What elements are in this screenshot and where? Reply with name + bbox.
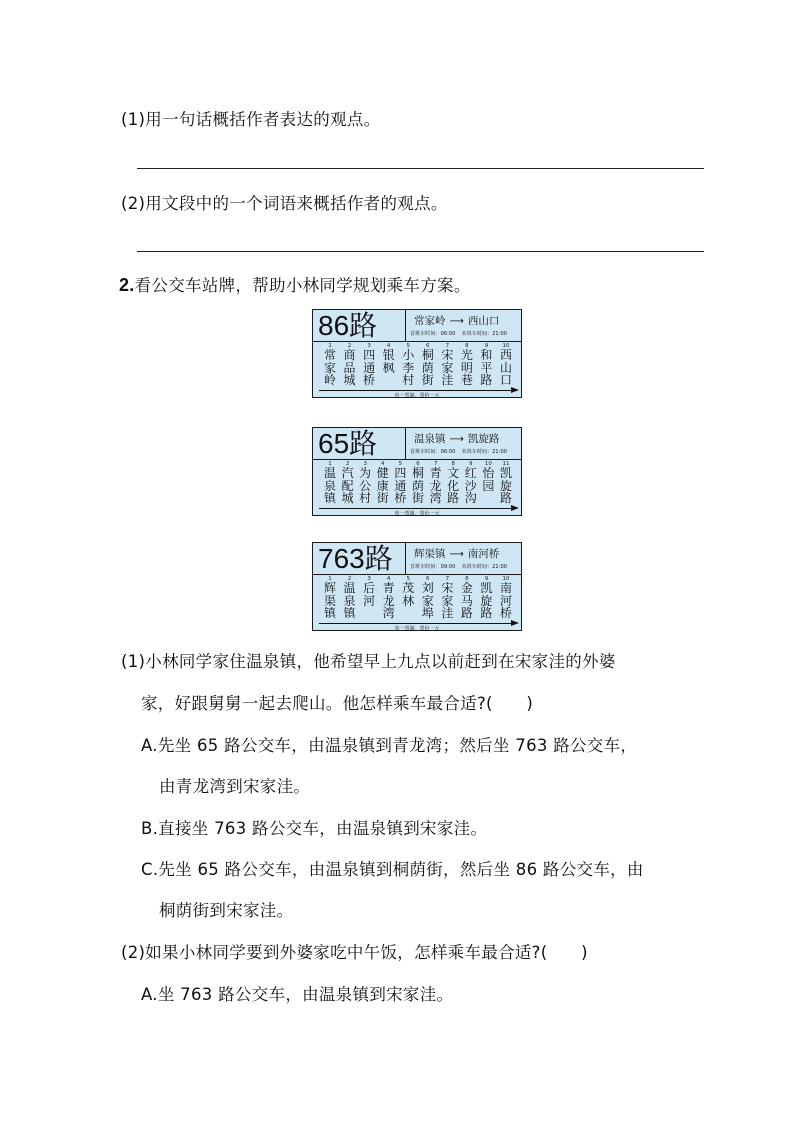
- route-number: 65路: [318, 428, 378, 459]
- stop-number: 9: [469, 461, 473, 467]
- stop-number: 11: [502, 461, 510, 467]
- stop-number: 5: [406, 576, 410, 582]
- stop-number: 6: [426, 343, 430, 349]
- stop-number: 9: [484, 576, 489, 582]
- direction-arrow-line: [319, 508, 513, 509]
- bus-stop: [382, 576, 396, 620]
- q2-sub1-option-c-line1[interactable]: C.先坐 65 路公交车，由温泉镇到桐荫街，然后坐 86 路公交车，由: [141, 860, 644, 879]
- stop-number: 5: [406, 343, 410, 349]
- route-direction: [414, 546, 499, 561]
- stop-name: 桐 荫 街: [421, 348, 434, 387]
- q2-sub1-option-a-line2: 由青龙湾到宋家洼。: [159, 777, 311, 796]
- bus-stop: [323, 461, 337, 505]
- bus-board-763: [312, 542, 522, 631]
- service-times: [410, 330, 507, 337]
- stop-name: 汽 配 城: [341, 466, 354, 505]
- bus-stop: [358, 461, 372, 505]
- stop-number: 6: [416, 461, 420, 467]
- bus-stop: [429, 461, 443, 505]
- stop-name: 辉 渠 镇: [323, 581, 336, 620]
- stop-name: 温 泉 镇: [323, 466, 336, 505]
- stop-list: [323, 576, 515, 622]
- bus-stop: [401, 343, 415, 387]
- stop-number: 3: [367, 576, 371, 582]
- bus-stop: [343, 576, 357, 620]
- stop-name: 怡 园: [482, 466, 495, 493]
- bus-stop: [362, 343, 376, 387]
- q1-sub1-text: (1)用一句话概括作者表达的观点。: [121, 110, 381, 129]
- stop-number: 4: [386, 343, 391, 349]
- direction-arrow-line: [319, 390, 513, 391]
- route-direction: [414, 431, 499, 446]
- stop-number: 2: [347, 576, 352, 582]
- bus-stop: [323, 343, 337, 387]
- stop-number: 2: [347, 343, 352, 349]
- stop-name: 后 河: [363, 581, 376, 608]
- bus-stop: [341, 461, 355, 505]
- bus-stop: [401, 576, 415, 607]
- stop-number: 9: [484, 343, 489, 349]
- q2-sub1-option-a-line1[interactable]: A.先坐 65 路公交车，由温泉镇到青龙湾；然后坐 763 路公交车，: [141, 736, 638, 755]
- stop-number: 6: [426, 576, 430, 582]
- route-origin: 辉渠镇: [414, 548, 446, 560]
- stop-number: 4: [381, 461, 385, 467]
- stop-name: 南 河 桥: [499, 581, 512, 620]
- stop-name: 凯 旋 路: [480, 581, 493, 620]
- board-divider: [313, 574, 521, 575]
- board-divider: [405, 428, 406, 459]
- bus-stop: [499, 576, 513, 620]
- stop-list: [323, 343, 515, 389]
- stop-number: 3: [363, 461, 367, 467]
- last-bus-time: 末班车时间：21:00: [461, 331, 508, 337]
- stop-number: 7: [445, 576, 450, 582]
- first-bus-time: 首班车时间：09:00: [410, 564, 456, 570]
- bus-stop: [464, 461, 478, 505]
- bus-board-86: [312, 309, 522, 398]
- stop-number: 7: [445, 343, 450, 349]
- stop-name: 文 化 路: [447, 466, 460, 505]
- bus-stop: [343, 343, 357, 387]
- route-origin: 常家岭: [414, 315, 446, 327]
- bus-stop: [499, 343, 513, 387]
- q1-sub2-answer-line[interactable]: [137, 251, 704, 252]
- board-divider: [313, 459, 521, 460]
- stop-name: 四 通 桥: [394, 466, 407, 505]
- stop-number: 8: [465, 576, 469, 582]
- stop-name: 小 李 村: [402, 348, 415, 387]
- stop-name: 茂 林: [402, 581, 415, 608]
- direction-arrow-line: [319, 623, 513, 624]
- last-bus-time: 末班车时间：21:00: [461, 564, 508, 570]
- bus-stop: [440, 576, 454, 620]
- stop-number: 1: [328, 461, 332, 467]
- stop-name: 为 公 村: [359, 466, 372, 505]
- stop-name: 西 山 口: [499, 348, 512, 387]
- bus-stop: [479, 576, 493, 620]
- bus-stop: [440, 343, 454, 387]
- q2-sub1-line2: 家，好跟舅舅一起去爬山。他怎样乘车最合适?( ): [141, 694, 534, 713]
- stop-name: 常 家 岭: [323, 348, 336, 387]
- stop-name: 红 沙 沟: [464, 466, 477, 505]
- bus-stop: [460, 343, 474, 387]
- stop-number: 1: [328, 576, 332, 582]
- bus-stop: [479, 343, 493, 387]
- stop-name: 金 马 路: [460, 581, 473, 620]
- stop-list: [323, 461, 515, 507]
- stop-number: 10: [484, 461, 492, 467]
- fare-note: 单一票制，票价一元: [394, 511, 440, 517]
- first-bus-time: 首班车时间：06:00: [410, 449, 456, 455]
- bus-stop: [481, 461, 495, 492]
- route-direction: [414, 313, 499, 328]
- board-divider: [313, 341, 521, 342]
- bus-stop: [460, 576, 474, 620]
- stop-name: 和 平 路: [480, 348, 493, 387]
- bus-stop: [382, 343, 396, 374]
- q2-sub1-option-b[interactable]: B.直接坐 763 路公交车，由温泉镇到宋家洼。: [141, 819, 488, 838]
- stop-name: 青 龙 湾: [382, 581, 395, 620]
- bus-stop: [446, 461, 460, 505]
- arrow-right-icon: ⟶: [449, 549, 464, 560]
- arrow-right-icon: ⟶: [449, 434, 464, 445]
- route-number: 763路: [318, 543, 393, 574]
- stop-number: 2: [345, 461, 350, 467]
- q2-number: 2.: [119, 275, 135, 295]
- arrow-right-icon: ⟶: [449, 316, 464, 327]
- route-origin: 温泉镇: [414, 433, 446, 445]
- stop-number: 3: [367, 343, 371, 349]
- board-divider: [405, 543, 406, 574]
- bus-board-65: [312, 427, 522, 516]
- stop-number: 10: [502, 343, 510, 349]
- bus-stop: [421, 343, 435, 387]
- stop-name: 桐 荫 街: [411, 466, 424, 505]
- route-destination: 南河桥: [467, 548, 500, 560]
- bus-stop: [393, 461, 407, 505]
- route-destination: 西山口: [467, 315, 500, 327]
- q2-sub1-line1: (1)小林同学家住温泉镇，他希望早上九点以前赶到在宋家洼的外婆: [121, 652, 616, 671]
- route-destination: 凯旋路: [467, 433, 500, 445]
- q2-sub2-line1: (2)如果小林同学要到外婆家吃中午饭，怎样乘车最合适?( ): [121, 943, 588, 962]
- q2-sub1-option-c-line2: 桐荫街到宋家洼。: [159, 901, 294, 920]
- stop-name: 凯 旋 路: [499, 466, 512, 505]
- q1-sub1-answer-line[interactable]: [137, 168, 704, 169]
- stop-number: 4: [386, 576, 391, 582]
- stop-number: 8: [451, 461, 455, 467]
- q2-title: 看公交车站牌，帮助小林同学规划乘车方案。: [134, 276, 471, 295]
- stop-number: 10: [502, 576, 510, 582]
- bus-stop: [411, 461, 425, 505]
- stop-number: 7: [433, 461, 438, 467]
- fare-note: 单一票制，票价一元: [394, 626, 440, 632]
- fare-note: 单一票制，票价一元: [394, 393, 440, 399]
- stop-number: 5: [398, 461, 403, 467]
- service-times: [410, 448, 507, 455]
- stop-name: 四 通 桥: [363, 348, 376, 387]
- service-times: [410, 563, 507, 570]
- stop-number: 8: [465, 343, 469, 349]
- route-number: 86路: [318, 310, 378, 341]
- stop-name: 刘 家 埠: [421, 581, 434, 620]
- bus-stop: [499, 461, 513, 505]
- stop-name: 温 泉 镇: [343, 581, 356, 620]
- stop-name: 银 枫: [382, 348, 395, 375]
- bus-stop: [362, 576, 376, 607]
- stop-name: 宋 家 洼: [441, 581, 454, 620]
- stop-name: 宋 家 洼: [441, 348, 454, 387]
- bus-stop: [421, 576, 435, 620]
- first-bus-time: 首班车时间：06:00: [410, 331, 456, 337]
- bus-stop: [323, 576, 337, 620]
- stop-name: 商 品 城: [343, 348, 356, 387]
- stop-name: 青 龙 湾: [429, 466, 442, 505]
- stop-name: 光 明 巷: [460, 348, 473, 387]
- last-bus-time: 末班车时间：21:00: [461, 449, 508, 455]
- stop-name: 健 康 街: [376, 466, 389, 505]
- q2-sub2-option-a[interactable]: A.坐 763 路公交车，由温泉镇到宋家洼。: [141, 985, 454, 1004]
- q1-sub2-text: (2)用文段中的一个词语来概括作者的观点。: [121, 194, 448, 213]
- board-divider: [405, 310, 406, 341]
- bus-stop: [376, 461, 390, 505]
- q2-heading: [119, 272, 471, 296]
- stop-number: 1: [328, 343, 332, 349]
